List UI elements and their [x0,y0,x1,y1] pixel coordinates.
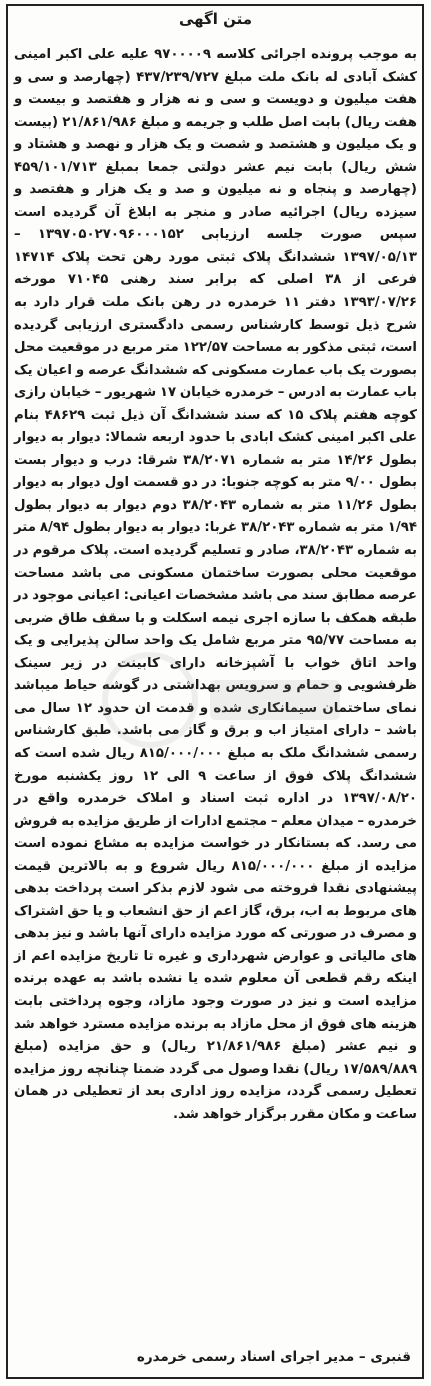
notice-body-paragraph: به موجب پرونده اجرائی کلاسه ۹۷۰۰۰۰۹ علیه علی اکبر امینی کشک آبادی له بانک ملت مبلغ ۴۳۷/۲۳۹/۷۲۷ (چهارصد و سی و هفت میلیون و دویست و سی و نه هزار و هفتصد و بیست و هفت ریال) بابت اصل طلب و جریمه و مبلغ ۲۱/۸۶۱/۹۸۶ (بیست و یک میلیون و هشتصد و شصت و یک هزار و نهصد و هشتاد و شش ریال) بابت نیم عشر دولتی جمعا بمبلغ ۴۵۹/۱۰۱/۷۱۳ (چهارصد و پنجاه و نه میلیون و صد و یک هزار و هفتصد و سیزده ریال) اجرائیه صادر و منجر به ابلاغ آن گردیده است سپس صورت جلسه ارزیابی ۱۳۹۷۰۵۰۲۷۰۹۶۰۰۰۱۵۲ – ۱۳۹۷/۰۵/۱۳ ششدانگ پلاک ثبتی مورد رهن تحت پلاک ۱۴۷۱۴ فرعی از ۳۸ اصلی که برابر سند رهنی ۷۱۰۴۵ مورخه ۱۳۹۳/۰۷/۲۶ دفتر ۱۱ خرمدره در رهن بانک ملت قرار دارد به شرح ذیل توسط کارشناس رسمی دادگستری ارزیابی گردیده است، ثبتی مذکور به مساحت ۱۲۲/۵۷ متر مربع در موقعیت محل بصورت یک باب عمارت مسکونی که ششدانگ عرصه و اعیان یک باب عمارت به ادرس – خرمدره خیابان ۱۷ شهریور – خیابان رازی کوچه هفتم پلاک ۱۵ که سند ششدانگ آن ذیل ثبت ۴۸۶۲۹ بنام علی اکبر امینی کشک ابادی با حدود اربعه شمالا: دیوار به دیوار بطول ۱۴/۲۶ متر به شماره ۳۸/۲۰۷۱ شرقا: درب و دیوار بست بطول ۹/۰۰ متر به کوچه جنوبا: در دو قسمت اول دیوار به دیوار بطول ۱۱/۲۶ متر به شماره ۳۸/۲۰۴۳ دوم دیوار به دیوار بطول ۱/۹۴ متر به شماره ۳۸/۲۰۴۳ غربا: دیوار به دیوار بطول ۸/۹۴ متر به شماره ۳۸/۲۰۴۳، صادر و تسلیم گردیده است. پلاک مرقوم در موقعیت محلی بصورت ساختمان مسکونی می باشد مساحت عرصه مطابق سند می باشد مشخصات اعیانی: اعیانی موجود در طبقه همکف با سازه اجری نیمه اسکلت و با سقف طاق ضربی به مساحت ۹۵/۷۷ متر مربع شامل یک واحد سالن پذیرایی و یک واحد اتاق خواب با آشپزخانه دارای کابینت در زیر سینک ظرفشویی و حمام و سرویس بهداشتی در گوشه حیاط میباشد نمای ساختمان سیمانکاری شده و قدمت ان حدود ۱۲ سال می باشد – دارای امتیاز اب و برق و گاز می باشد. طبق کارشناس رسمی ششدانگ ملک به مبلغ ۸۱۵/۰۰۰/۰۰۰ ریال شده است که ششدانگ پلاک فوق از ساعت ۹ الی ۱۲ روز یکشنبه مورخ ۱۳۹۷/۰۸/۲۰ در اداره ثبت اسناد و املاک خرمدره واقع در خرمدره – میدان معلم – مجتمع ادارات از طریق مزایده به فروش می رسد. که بستانکار در خواست مزایده به مشاع نموده است مزایده از مبلغ ۸۱۵/۰۰۰/۰۰۰ ریال شروع و به بالاترین قیمت پیشنهادی نقدا فروخته می شود لازم بذکر است پرداخت بدهی های مربوط به اب، برق، گاز اعم از حق انشعاب و یا حق اشتراک و مصرف در صورتی که مورد مزایده دارای آنها باشد و نیز بدهی های مالیاتی و عوارض شهرداری و غیره تا تاریخ مزایده اعم از اینکه رقم قطعی آن معلوم شده یا نشده باشد به عهده برنده مزایده است و نیز در صورت وجود مازاد، وجوه پرداختی بابت هزینه های فوق از محل مازاد به برنده مزایده مسترد خواهد شد و نیم عشر (مبلغ ۲۱/۸۶۱/۹۸۶ ریال) و حق مزایده (مبلغ ۱۷/۵۸۹/۸۸۹ ریال) نقدا وصول می گردد ضمنا چنانچه روز مزایده تعطیل رسمی گردد، مزایده روز اداری بعد از تعطیلی در همان ساعت و مکان مقرر برگزار خواهد شد. [14,47,418,1122]
notice-body [14,44,417,1126]
notice-signature: قنبری – مدیر اجرای اسناد رسمی خرمدره [136,1349,411,1365]
notice-title: متن اگهی [178,10,253,28]
